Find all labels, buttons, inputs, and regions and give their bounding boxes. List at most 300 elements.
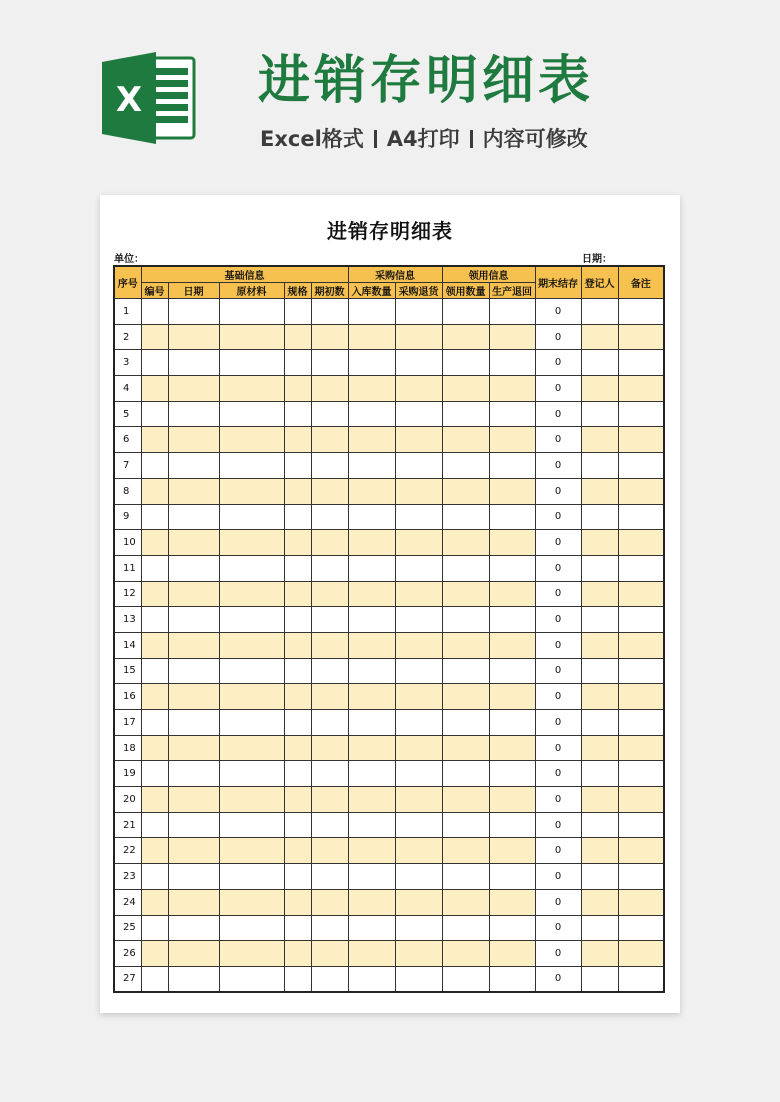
table-cell[interactable] (489, 735, 535, 761)
table-cell[interactable] (348, 401, 395, 427)
table-cell[interactable] (219, 581, 284, 607)
table-cell[interactable] (219, 787, 284, 813)
table-cell[interactable] (311, 735, 348, 761)
table-cell[interactable] (219, 864, 284, 890)
table-cell[interactable] (442, 478, 489, 504)
table-cell[interactable] (395, 401, 442, 427)
table-cell[interactable] (489, 504, 535, 530)
remarks-cell[interactable] (618, 915, 664, 941)
table-cell[interactable] (395, 966, 442, 992)
table-cell[interactable] (395, 555, 442, 581)
table-cell[interactable] (311, 504, 348, 530)
table-cell[interactable] (442, 555, 489, 581)
table-cell[interactable] (442, 607, 489, 633)
table-cell[interactable] (219, 966, 284, 992)
table-cell[interactable] (311, 889, 348, 915)
registrar-cell[interactable] (581, 684, 618, 710)
table-cell[interactable] (141, 658, 168, 684)
table-cell[interactable] (168, 710, 219, 736)
table-cell[interactable] (219, 376, 284, 402)
table-cell[interactable] (141, 607, 168, 633)
table-cell[interactable] (168, 684, 219, 710)
registrar-cell[interactable] (581, 941, 618, 967)
table-cell[interactable] (311, 607, 348, 633)
header-remarks: 备注 (618, 266, 664, 299)
table-cell[interactable] (168, 299, 219, 325)
table-cell[interactable] (168, 504, 219, 530)
table-cell[interactable] (348, 684, 395, 710)
table-cell[interactable] (395, 915, 442, 941)
registrar-cell[interactable] (581, 710, 618, 736)
table-cell[interactable] (141, 710, 168, 736)
table-cell[interactable] (219, 658, 284, 684)
remarks-cell[interactable] (618, 504, 664, 530)
table-cell[interactable] (284, 812, 311, 838)
registrar-cell[interactable] (581, 427, 618, 453)
table-cell[interactable] (141, 632, 168, 658)
table-cell[interactable] (395, 787, 442, 813)
table-cell[interactable] (395, 376, 442, 402)
table-cell[interactable] (284, 478, 311, 504)
table-cell[interactable] (395, 658, 442, 684)
table-cell[interactable] (168, 941, 219, 967)
table-cell[interactable] (168, 581, 219, 607)
table-cell[interactable] (489, 324, 535, 350)
table-cell[interactable] (168, 812, 219, 838)
table-cell[interactable] (348, 504, 395, 530)
table-cell[interactable] (284, 530, 311, 556)
table-cell[interactable] (141, 530, 168, 556)
table-cell[interactable] (141, 941, 168, 967)
registrar-cell[interactable] (581, 761, 618, 787)
remarks-cell[interactable] (618, 607, 664, 633)
table-cell[interactable] (219, 299, 284, 325)
table-cell[interactable] (489, 941, 535, 967)
table-cell[interactable] (348, 812, 395, 838)
table-cell[interactable] (284, 376, 311, 402)
table-cell[interactable] (284, 504, 311, 530)
table-cell[interactable] (311, 864, 348, 890)
table-cell[interactable] (311, 684, 348, 710)
table-cell[interactable] (284, 710, 311, 736)
table-cell[interactable] (219, 350, 284, 376)
table-cell[interactable] (284, 889, 311, 915)
table-cell[interactable] (219, 941, 284, 967)
table-cell[interactable] (489, 684, 535, 710)
registrar-cell[interactable] (581, 453, 618, 479)
remarks-cell[interactable] (618, 478, 664, 504)
table-cell[interactable] (311, 299, 348, 325)
table-cell[interactable] (395, 607, 442, 633)
table-cell[interactable] (442, 632, 489, 658)
table-cell[interactable] (442, 787, 489, 813)
registrar-cell[interactable] (581, 555, 618, 581)
table-cell[interactable] (284, 761, 311, 787)
table-cell[interactable] (284, 555, 311, 581)
table-cell[interactable] (141, 735, 168, 761)
table-cell[interactable] (284, 299, 311, 325)
table-cell[interactable] (489, 889, 535, 915)
table-cell[interactable] (311, 581, 348, 607)
table-cell[interactable] (219, 684, 284, 710)
table-cell[interactable] (311, 478, 348, 504)
table-cell[interactable] (141, 889, 168, 915)
table-cell[interactable] (311, 838, 348, 864)
table-cell[interactable] (442, 710, 489, 736)
table-cell[interactable] (442, 504, 489, 530)
table-cell[interactable] (219, 427, 284, 453)
table-cell[interactable] (219, 915, 284, 941)
table-cell[interactable] (395, 299, 442, 325)
table-cell[interactable] (168, 453, 219, 479)
table-cell[interactable] (489, 350, 535, 376)
table-cell[interactable] (348, 555, 395, 581)
table-cell[interactable] (442, 324, 489, 350)
table-cell[interactable] (284, 427, 311, 453)
registrar-cell[interactable] (581, 607, 618, 633)
registrar-cell[interactable] (581, 324, 618, 350)
table-cell[interactable] (284, 401, 311, 427)
remarks-cell[interactable] (618, 427, 664, 453)
table-cell[interactable] (489, 658, 535, 684)
table-cell[interactable] (489, 581, 535, 607)
table-cell[interactable] (141, 324, 168, 350)
table-cell[interactable] (348, 350, 395, 376)
table-cell[interactable] (311, 941, 348, 967)
table-cell[interactable] (395, 504, 442, 530)
remarks-cell[interactable] (618, 658, 664, 684)
table-cell[interactable] (141, 761, 168, 787)
table-cell[interactable] (311, 710, 348, 736)
registrar-cell[interactable] (581, 401, 618, 427)
table-cell[interactable] (442, 684, 489, 710)
table-cell[interactable] (442, 658, 489, 684)
table-cell[interactable] (489, 530, 535, 556)
table-cell[interactable] (348, 838, 395, 864)
table-cell[interactable] (395, 735, 442, 761)
table-cell[interactable] (311, 376, 348, 402)
registrar-cell[interactable] (581, 504, 618, 530)
registrar-cell[interactable] (581, 735, 618, 761)
table-cell[interactable] (168, 478, 219, 504)
table-cell[interactable] (168, 427, 219, 453)
table-cell[interactable] (395, 838, 442, 864)
table-cell[interactable] (489, 376, 535, 402)
remarks-cell[interactable] (618, 889, 664, 915)
remarks-cell[interactable] (618, 632, 664, 658)
table-cell[interactable] (141, 299, 168, 325)
table-cell[interactable] (395, 350, 442, 376)
remarks-cell[interactable] (618, 787, 664, 813)
table-cell[interactable] (311, 453, 348, 479)
table-cell[interactable] (311, 966, 348, 992)
table-cell[interactable] (168, 607, 219, 633)
table-cell[interactable] (168, 632, 219, 658)
table-cell[interactable] (395, 941, 442, 967)
table-cell[interactable] (442, 735, 489, 761)
table-cell[interactable] (348, 658, 395, 684)
table-cell[interactable] (284, 350, 311, 376)
table-cell[interactable] (168, 658, 219, 684)
table-cell[interactable] (348, 915, 395, 941)
table-cell[interactable] (141, 864, 168, 890)
table-cell[interactable] (141, 453, 168, 479)
table-cell[interactable] (489, 478, 535, 504)
registrar-cell[interactable] (581, 632, 618, 658)
table-cell[interactable] (348, 427, 395, 453)
table-cell[interactable] (348, 607, 395, 633)
table-cell[interactable] (284, 864, 311, 890)
remarks-cell[interactable] (618, 453, 664, 479)
remarks-cell[interactable] (618, 401, 664, 427)
table-cell[interactable] (311, 658, 348, 684)
table-cell[interactable] (219, 530, 284, 556)
table-cell[interactable] (348, 966, 395, 992)
table-cell[interactable] (489, 299, 535, 325)
registrar-cell[interactable] (581, 658, 618, 684)
table-cell[interactable] (395, 684, 442, 710)
table-cell[interactable] (348, 889, 395, 915)
table-cell[interactable] (168, 838, 219, 864)
table-cell[interactable] (489, 761, 535, 787)
table-cell[interactable] (311, 812, 348, 838)
table-cell[interactable] (219, 504, 284, 530)
table-cell[interactable] (442, 941, 489, 967)
table-cell[interactable] (442, 966, 489, 992)
table-cell[interactable] (442, 376, 489, 402)
table-cell[interactable] (489, 915, 535, 941)
remarks-cell[interactable] (618, 684, 664, 710)
table-cell[interactable] (311, 427, 348, 453)
table-cell[interactable] (219, 838, 284, 864)
table-cell[interactable] (141, 376, 168, 402)
table-cell[interactable] (489, 401, 535, 427)
table-cell[interactable] (219, 324, 284, 350)
table-cell[interactable] (395, 324, 442, 350)
table-cell[interactable] (219, 735, 284, 761)
remarks-cell[interactable] (618, 376, 664, 402)
remarks-cell[interactable] (618, 299, 664, 325)
table-cell[interactable] (395, 581, 442, 607)
table-cell[interactable] (141, 684, 168, 710)
table-cell[interactable] (219, 555, 284, 581)
table-cell[interactable] (489, 864, 535, 890)
table-cell[interactable] (219, 607, 284, 633)
remarks-cell[interactable] (618, 710, 664, 736)
table-cell[interactable] (348, 376, 395, 402)
table-cell[interactable] (395, 761, 442, 787)
table-cell[interactable] (311, 401, 348, 427)
table-cell[interactable] (141, 812, 168, 838)
table-cell[interactable] (284, 787, 311, 813)
table-cell[interactable] (311, 632, 348, 658)
remarks-cell[interactable] (618, 555, 664, 581)
table-cell[interactable] (489, 453, 535, 479)
table-cell[interactable] (284, 453, 311, 479)
table-cell[interactable] (442, 453, 489, 479)
table-cell[interactable] (348, 478, 395, 504)
table-cell[interactable] (168, 555, 219, 581)
table-cell[interactable] (168, 735, 219, 761)
registrar-cell[interactable] (581, 530, 618, 556)
registrar-cell[interactable] (581, 889, 618, 915)
table-cell[interactable] (219, 710, 284, 736)
header-basic-group: 基础信息 (141, 266, 348, 283)
table-cell[interactable] (168, 401, 219, 427)
table-cell[interactable] (141, 555, 168, 581)
table-cell[interactable] (489, 838, 535, 864)
table-cell[interactable] (141, 915, 168, 941)
table-cell[interactable] (168, 324, 219, 350)
table-cell[interactable] (284, 658, 311, 684)
remarks-cell[interactable] (618, 761, 664, 787)
table-cell[interactable] (219, 889, 284, 915)
table-cell[interactable] (141, 838, 168, 864)
registrar-cell[interactable] (581, 915, 618, 941)
table-cell[interactable] (219, 401, 284, 427)
registrar-cell[interactable] (581, 376, 618, 402)
table-cell[interactable] (395, 889, 442, 915)
table-cell[interactable] (311, 324, 348, 350)
table-cell[interactable] (168, 787, 219, 813)
table-cell[interactable] (395, 427, 442, 453)
registrar-cell[interactable] (581, 812, 618, 838)
table-cell[interactable] (141, 478, 168, 504)
remarks-cell[interactable] (618, 735, 664, 761)
registrar-cell[interactable] (581, 581, 618, 607)
table-cell[interactable] (168, 530, 219, 556)
table-cell[interactable] (141, 401, 168, 427)
remarks-cell[interactable] (618, 864, 664, 890)
table-cell[interactable] (284, 684, 311, 710)
table-cell[interactable] (311, 350, 348, 376)
table-cell[interactable] (348, 299, 395, 325)
table-cell[interactable] (348, 864, 395, 890)
table-cell[interactable] (284, 966, 311, 992)
table-cell[interactable] (489, 555, 535, 581)
remarks-cell[interactable] (618, 350, 664, 376)
table-cell[interactable] (284, 838, 311, 864)
table-cell[interactable] (489, 812, 535, 838)
table-cell[interactable] (141, 427, 168, 453)
table-cell[interactable] (442, 838, 489, 864)
table-cell[interactable] (284, 607, 311, 633)
table-cell[interactable] (311, 555, 348, 581)
table-cell[interactable] (442, 761, 489, 787)
table-cell[interactable] (141, 966, 168, 992)
table-cell[interactable] (348, 632, 395, 658)
table-cell[interactable] (311, 530, 348, 556)
remarks-cell[interactable] (618, 966, 664, 992)
table-cell[interactable] (395, 478, 442, 504)
registrar-cell[interactable] (581, 299, 618, 325)
table-cell[interactable] (489, 710, 535, 736)
table-cell[interactable] (284, 915, 311, 941)
table-cell[interactable] (284, 324, 311, 350)
table-cell[interactable] (168, 350, 219, 376)
table-cell[interactable] (348, 453, 395, 479)
table-cell[interactable] (141, 350, 168, 376)
table-cell[interactable] (489, 632, 535, 658)
table-cell[interactable] (168, 761, 219, 787)
table-cell[interactable] (348, 787, 395, 813)
table-cell[interactable] (395, 632, 442, 658)
table-cell[interactable] (442, 427, 489, 453)
table-cell[interactable] (442, 299, 489, 325)
table-cell[interactable] (141, 581, 168, 607)
remarks-cell[interactable] (618, 838, 664, 864)
table-cell[interactable] (141, 787, 168, 813)
table-cell[interactable] (284, 735, 311, 761)
registrar-cell[interactable] (581, 787, 618, 813)
registrar-cell[interactable] (581, 864, 618, 890)
table-cell[interactable] (489, 427, 535, 453)
table-cell[interactable] (168, 889, 219, 915)
table-cell[interactable] (168, 864, 219, 890)
registrar-cell[interactable] (581, 838, 618, 864)
table-cell[interactable] (489, 966, 535, 992)
table-cell[interactable] (442, 812, 489, 838)
table-cell[interactable] (442, 864, 489, 890)
registrar-cell[interactable] (581, 350, 618, 376)
registrar-cell[interactable] (581, 478, 618, 504)
registrar-cell[interactable] (581, 966, 618, 992)
table-cell[interactable] (348, 941, 395, 967)
table-cell[interactable] (219, 632, 284, 658)
table-cell[interactable] (395, 453, 442, 479)
table-cell[interactable] (442, 530, 489, 556)
table-cell[interactable] (311, 787, 348, 813)
remarks-cell[interactable] (618, 530, 664, 556)
table-cell[interactable] (284, 632, 311, 658)
ending-stock-cell: 0 (535, 787, 581, 813)
table-cell[interactable] (219, 812, 284, 838)
table-cell[interactable] (168, 915, 219, 941)
table-cell[interactable] (168, 376, 219, 402)
table-cell[interactable] (311, 761, 348, 787)
table-cell[interactable] (442, 350, 489, 376)
table-cell[interactable] (489, 607, 535, 633)
table-cell[interactable] (348, 761, 395, 787)
remarks-cell[interactable] (618, 324, 664, 350)
table-cell[interactable] (219, 478, 284, 504)
table-cell[interactable] (348, 530, 395, 556)
table-cell[interactable] (442, 889, 489, 915)
table-cell[interactable] (219, 453, 284, 479)
table-cell[interactable] (284, 941, 311, 967)
table-cell[interactable] (284, 581, 311, 607)
table-cell[interactable] (348, 581, 395, 607)
table-cell[interactable] (395, 864, 442, 890)
table-cell[interactable] (489, 787, 535, 813)
remarks-cell[interactable] (618, 941, 664, 967)
table-cell[interactable] (442, 401, 489, 427)
table-cell[interactable] (348, 324, 395, 350)
table-cell[interactable] (219, 761, 284, 787)
table-cell[interactable] (168, 966, 219, 992)
remarks-cell[interactable] (618, 812, 664, 838)
table-cell[interactable] (395, 812, 442, 838)
table-cell[interactable] (348, 735, 395, 761)
table-cell[interactable] (141, 504, 168, 530)
table-cell[interactable] (311, 915, 348, 941)
table-cell[interactable] (395, 530, 442, 556)
table-cell[interactable] (442, 581, 489, 607)
remarks-cell[interactable] (618, 581, 664, 607)
table-cell[interactable] (395, 710, 442, 736)
table-cell[interactable] (442, 915, 489, 941)
table-cell[interactable] (348, 710, 395, 736)
